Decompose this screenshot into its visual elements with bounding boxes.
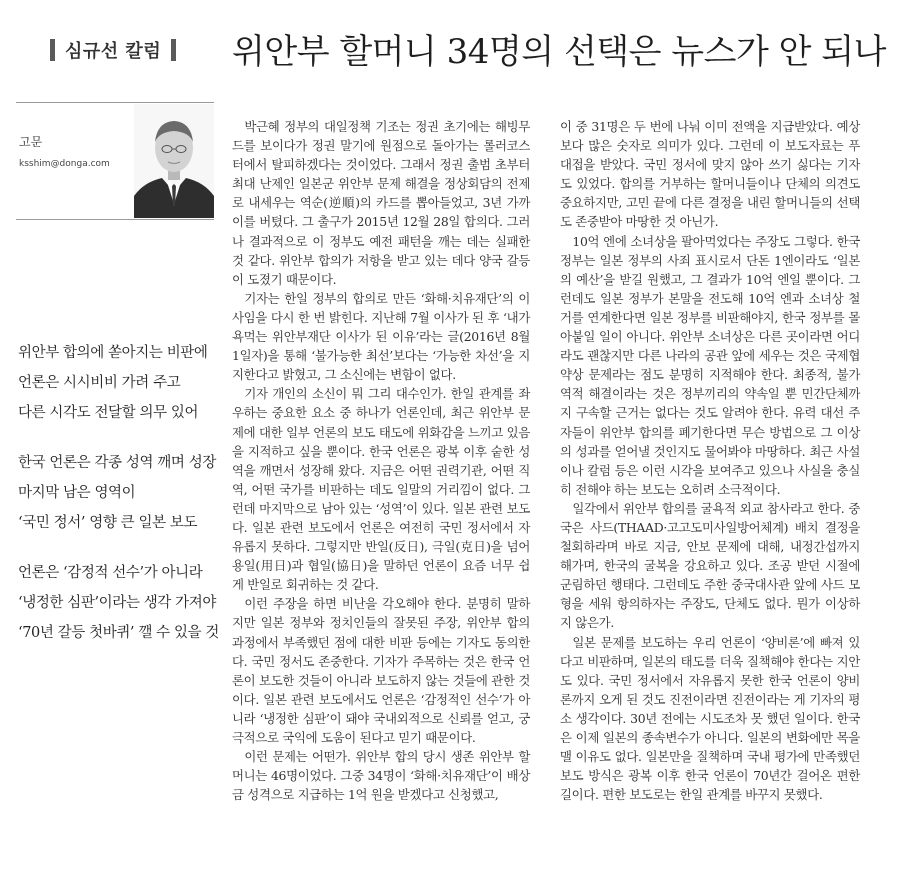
paragraph: 이 중 31명은 두 번에 나눠 이미 전액을 지급받았다. 예상보다 많은 숫자로 의미가 있다. 그런데 이 보도자료는 푸대접을 받았다. 국민 정서에 맞지 않아 쓰기 싫다는 기자도 있었다. 합의를 거부하는 할머니들이나 단체의 의견도 중요하지만, 고민 끝에 다른 결정을 내린 할머니들의 선택도 존중받아 마땅한 것 아닌가. bbox=[560, 119, 860, 230]
pull-quote-group bbox=[18, 338, 223, 428]
pull-quote-line: ‘국민 정서’ 영향 큰 일본 보도 bbox=[18, 515, 198, 531]
article-column-1 bbox=[232, 117, 530, 804]
paragraph: 일본 문제를 보도하는 우리 언론이 ‘양비론’에 빠져 있다고 비판하며, 일본의 태도를 더욱 질책해야 한다는 지안도 있다. 국민 정서에서 자유롭지 못한 한국 언론이 양비론까지 오게 된 것도 진전이라면 진전이라는 게 기자의 평소 생각이다. 30년 전에는 시도조차 못 했던 일이다. 한국은 이제 일본의 종속변수가 아니다. 일본의 변화에만 목을 맬 이유도 없다. 일본만을 질책하며 국내 평가에 만족했던 보도 방식은 광복 이후 한국 언론이 70년간 걸어온 편한 길이다. 편한 보도로는 한일 관계를 바꾸지 못했다. bbox=[560, 634, 860, 803]
pull-quote-group bbox=[18, 558, 223, 648]
author-portrait-icon bbox=[134, 104, 214, 218]
article-column-2 bbox=[560, 117, 860, 804]
author-email: ksshim@donga.com bbox=[19, 159, 110, 169]
pull-quote-line: 마지막 남은 영역이 bbox=[18, 485, 136, 501]
pull-quotes bbox=[18, 338, 223, 668]
paragraph: 기자는 한일 정부의 합의로 만든 ‘화해·치유재단’의 이사임을 다시 한 번 밝힌다. 지난해 7월 이사가 된 후 ‘내가 욕먹는 위안부재단 이사가 된 이유’라는 글(2016년 8월 1일자)을 통해 ‘불가능한 최선’보다는 ‘가능한 차선’을 지지한다고 밝혔고, 그 소신에는 변함이 없다. bbox=[232, 290, 530, 383]
paragraph: 일각에서 위안부 합의를 굴욕적 외교 참사라고 한다. 중국은 사드(THAAD·고고도미사일방어체계) 배치 결정을 철회하라며 바로 지금, 안보 문제에 대해, 내정간섭까지 해가며, 한국의 굴복을 강요하고 있다. 조공 받던 시절에 군림하던 행태다. 그런데도 주한 중국대사관 앞에 사드 모형을 세워 항의하자는 주장도, 단체도 없다. 뭔가 이상하지 않은가. bbox=[560, 500, 860, 631]
pull-quote-line: 위안부 합의에 쏟아지는 비판에 bbox=[18, 345, 208, 361]
paragraph: 이런 문제는 어떤가. 위안부 합의 당시 생존 위안부 할머니는 46명이었다. 그중 34명이 ‘화해·치유재단’이 배상금 성격으로 지급하는 1억 원을 받겠다고 신청했고, bbox=[232, 749, 530, 803]
pull-quote-group bbox=[18, 448, 223, 538]
author-title: 고문 bbox=[19, 135, 43, 149]
pull-quote-line: ‘냉정한 심판’이라는 생각 가져야 bbox=[18, 595, 216, 611]
author-box bbox=[16, 102, 214, 220]
pull-quote-line: 다른 시각도 전달할 의무 있어 bbox=[18, 405, 199, 421]
column-label-left-bar bbox=[50, 39, 55, 61]
paragraph: 이런 주장을 하면 비난을 각오해야 한다. 분명히 말하지만 일본 정부와 정치인들의 잘못된 주장, 위안부 합의 과정에서 부족했던 점에 대한 비판 등에는 기자도 동의한다. 국민 정서도 존중한다. 기자가 주목하는 것은 한국 언론이 보도한 것들이 아니라 보도하지 않는 것들에 관한 것이다. 일본 관련 보도에서도 언론은 ‘감정적인 선수’가 아니라 ‘냉정한 심판’이 돼야 국내외적으로 신뢰를 얻고, 궁극적으로 국익에 도움이 된다고 믿기 때문이다. bbox=[232, 596, 530, 745]
pull-quote-line: 언론은 시시비비 가려 주고 bbox=[18, 375, 181, 391]
author-photo bbox=[134, 104, 214, 218]
pull-quote-line: ‘70년 갈등 첫바퀴’ 깰 수 있을 것 bbox=[18, 625, 219, 641]
pull-quote-line: 한국 언론은 각종 성역 깨며 성장 bbox=[18, 455, 216, 471]
column-label-text: 심규선 칼럼 bbox=[65, 41, 162, 62]
paragraph: 10억 엔에 소녀상을 팔아먹었다는 주장도 그렇다. 한국 정부는 일본 정부의 사죄 표시로서 단돈 1엔이라도 ‘일본의 예산’을 받길 원했고, 그 결과가 10억 엔일 뿐이다. 그런데도 일본 정부가 본말을 전도해 10억 엔과 소녀상 철거를 연계한다면 일본 정부를 비판해야지, 한국 정부를 몰아붙일 일이 아니다. 위안부 소녀상은 다른 곳이라면 어디라도 괜찮지만 다른 나라의 공관 앞에 세우는 것은 국제협약상 문제라는 점도 분명히 지적해야 한다. 최종적, 불가역적 해결이라는 것은 정부끼리의 약속일 뿐 민간단체까지 구속할 근거는 없다는 것도 알려야 한다. 유력 대선 주자들이 위안부 합의를 폐기한다면 무슨 방법으로 그 이상의 성과를 얻어낼 것인지도 물어봐야 마땅하다. 최근 사설이나 칼럼 등은 이런 시각을 보여주고 있으나 사실을 충실히 전해야 하는 보도는 오히려 소극적이다. bbox=[560, 233, 860, 497]
pull-quote-line: 언론은 ‘감정적 선수’가 아니라 bbox=[18, 565, 203, 581]
column-label bbox=[50, 37, 176, 63]
headline: 위안부 할머니 34명의 선택은 뉴스가 안 되나 bbox=[232, 32, 886, 72]
paragraph: 기자 개인의 소신이 뭐 그리 대수인가. 한일 관계를 좌우하는 중요한 요소 중 하나가 언론인데, 최근 위안부 문제에 대한 일부 언론의 보도 태도에 위화감을 느끼고 있음을 지적하고 싶을 뿐이다. 한국 언론은 광복 이후 숱한 성역을 깨면서 성장해 왔다. 지금은 어떤 권력기관, 어떤 직역, 어떤 국가를 비판하는 데도 일말의 거리낌이 없다. 그런데 마지막으로 남아 있는 ‘성역’이 있다. 일본 관련 보도다. 일본 관련 보도에서 언론은 여전히 국민 정서에서 자유롭지 못하다. 그렇지만 반일(反日), 극일(克日)을 넘어 용일(用日)과 협일(協日)을 말하던 언론이 요즘 너무 쉽게 반일로 회귀하는 것 같다. bbox=[232, 386, 530, 593]
column-label-right-bar bbox=[171, 39, 176, 61]
paragraph: 박근혜 정부의 대일정책 기조는 정권 초기에는 해빙무드를 보이다가 정권 말기에 원점으로 돌아가는 롤러코스터에서 탈피하겠다는 것이었다. 그래서 정권 출범 초부터 최대 난제인 일본군 위안부 문제 해결을 정상회담의 전제로 내세우는 역순(逆順)의 카드를 뽑아들었고, 3년 가까이를 버텼다. 그 출구가 2015년 12월 28일 합의다. 그러나 결과적으로 이 정부도 예전 패턴을 깨는 데는 실패한 것 같다. 위안부 합의가 저항을 받고 있는 데다 양국 갈등이 도졌기 때문이다. bbox=[232, 119, 530, 287]
